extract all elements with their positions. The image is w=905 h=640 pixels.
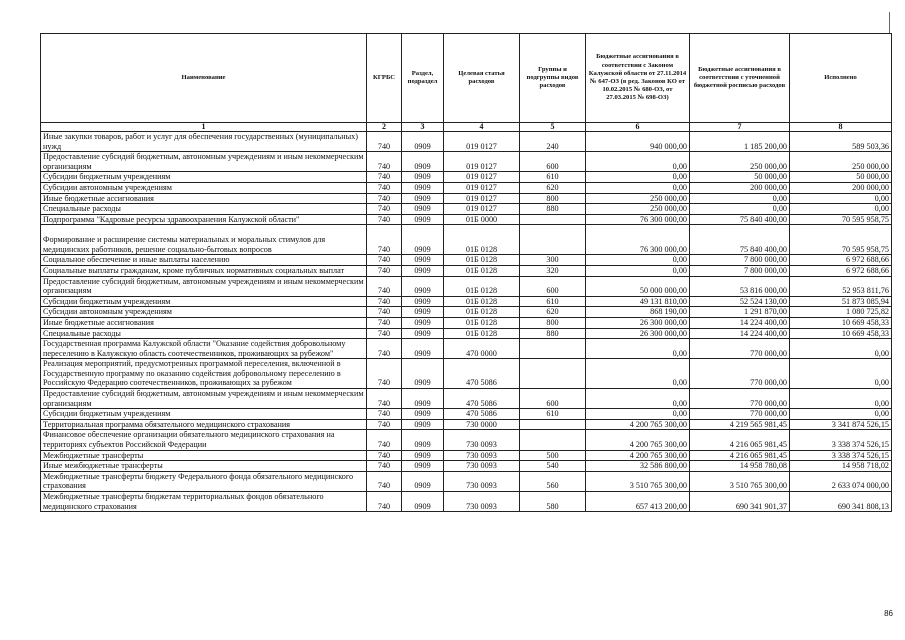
row-refined: 75 840 400,00 [690,214,790,225]
row-csr: 470 5086 [444,389,520,409]
row-done: 0,00 [790,339,892,359]
row-refined: 0,00 [690,204,790,215]
row-law: 868 190,00 [586,307,690,318]
table-row [41,276,892,296]
column-number-row [41,123,892,132]
row-kgrbs: 740 [367,492,402,512]
row-vr: 620 [520,307,586,318]
row-kgrbs: 740 [367,152,402,172]
row-name: Иные закупки товаров, работ и услуг для обеспечения государственных (муниципальных) нужд [41,132,367,152]
row-name: Субсидии бюджетным учреждениям [41,172,367,183]
table-row [41,450,892,461]
row-vr: 800 [520,317,586,328]
row-name: Специальные расходы [41,204,367,215]
row-refined: 52 524 130,00 [690,296,790,307]
row-name: Подпрограмма "Кадровые ресурсы здравоохранения Калужской области" [41,214,367,225]
row-law: 250 000,00 [586,204,690,215]
row-csr: 01Б 0128 [444,255,520,266]
row-razdel: 0909 [402,307,444,318]
row-kgrbs: 740 [367,317,402,328]
column-number: 2 [367,123,402,132]
table-row [41,255,892,266]
row-law: 0,00 [586,409,690,420]
row-razdel: 0909 [402,339,444,359]
header-law: Бюджетные ассигнования в соответствии с Законом Калужской области от 27.11.2014 № 647-ОЗ (в ред. Законов КО от 10.02.2015 № 680-ОЗ, от 27.03.2015 № 698-ОЗ) [586,34,690,123]
row-kgrbs: 740 [367,359,402,389]
row-refined: 770 000,00 [690,389,790,409]
row-name: Финансовое обеспечение организации обязательного медицинского страхования на территориях субъектов Российской Федерации [41,430,367,450]
row-csr: 01Б 0128 [444,307,520,318]
row-refined: 7 800 000,00 [690,265,790,276]
table-row [41,182,892,193]
row-kgrbs: 740 [367,307,402,318]
row-refined: 3 510 765 300,00 [690,471,790,491]
table-row [41,152,892,172]
row-vr: 600 [520,152,586,172]
row-vr: 560 [520,471,586,491]
table-row [41,132,892,152]
table-row [41,461,892,472]
row-csr: 730 0093 [444,471,520,491]
row-law: 0,00 [586,255,690,266]
row-done: 690 341 808,13 [790,492,892,512]
row-refined: 4 216 065 981,45 [690,450,790,461]
table-row [41,317,892,328]
row-refined: 0,00 [690,193,790,204]
row-vr [520,339,586,359]
table-row [41,307,892,318]
row-refined: 200 000,00 [690,182,790,193]
row-refined: 770 000,00 [690,359,790,389]
row-vr: 610 [520,296,586,307]
row-done: 250 000,00 [790,152,892,172]
row-refined: 7 800 000,00 [690,255,790,266]
column-number: 6 [586,123,690,132]
header-kgrbs: КГРБС [367,34,402,123]
row-csr: 01Б 0128 [444,317,520,328]
row-law: 657 413 200,00 [586,492,690,512]
row-razdel: 0909 [402,152,444,172]
row-law: 0,00 [586,172,690,183]
row-vr [520,359,586,389]
header-razdel: Раздел, подраздел [402,34,444,123]
row-kgrbs: 740 [367,276,402,296]
row-refined: 250 000,00 [690,152,790,172]
row-kgrbs: 740 [367,471,402,491]
row-name: Межбюджетные трансферты [41,450,367,461]
table-row [41,359,892,389]
row-law: 26 300 000,00 [586,328,690,339]
row-done: 6 972 688,66 [790,255,892,266]
row-done: 10 669 458,33 [790,328,892,339]
row-kgrbs: 740 [367,193,402,204]
row-done: 14 958 718,02 [790,461,892,472]
table-row [41,214,892,225]
row-law: 0,00 [586,389,690,409]
table-row [41,225,892,255]
row-kgrbs: 740 [367,255,402,266]
row-law: 76 300 000,00 [586,214,690,225]
table-row [41,265,892,276]
row-refined: 14 224 400,00 [690,317,790,328]
row-law: 940 000,00 [586,132,690,152]
table-row [41,419,892,430]
row-csr: 019 0127 [444,152,520,172]
row-razdel: 0909 [402,276,444,296]
table-row [41,492,892,512]
row-refined: 690 341 901,37 [690,492,790,512]
row-csr: 019 0127 [444,193,520,204]
row-law: 4 200 765 300,00 [586,450,690,461]
row-kgrbs: 740 [367,450,402,461]
row-csr: 470 5086 [444,359,520,389]
row-law: 0,00 [586,339,690,359]
row-csr: 019 0127 [444,204,520,215]
row-name: Территориальная программа обязательного медицинского страхования [41,419,367,430]
row-csr: 01Б 0128 [444,328,520,339]
row-kgrbs: 740 [367,339,402,359]
table-row [41,409,892,420]
margin-tick [889,12,890,34]
header-name: Наименование [41,34,367,123]
row-vr: 600 [520,389,586,409]
row-vr: 800 [520,193,586,204]
row-kgrbs: 740 [367,204,402,215]
row-name: Предоставление субсидий бюджетным, автономным учреждениям и иным некоммерческим организациям [41,276,367,296]
row-done: 3 341 874 526,15 [790,419,892,430]
row-refined: 1 291 870,00 [690,307,790,318]
column-number: 5 [520,123,586,132]
row-csr: 730 0093 [444,450,520,461]
row-done: 6 972 688,66 [790,265,892,276]
row-vr: 500 [520,450,586,461]
row-refined: 14 224 400,00 [690,328,790,339]
row-razdel: 0909 [402,265,444,276]
table-row [41,339,892,359]
row-law: 0,00 [586,359,690,389]
row-refined: 75 840 400,00 [690,225,790,255]
column-number: 3 [402,123,444,132]
row-vr [520,419,586,430]
row-name: Субсидии бюджетным учреждениям [41,296,367,307]
table-row [41,328,892,339]
row-vr: 880 [520,328,586,339]
row-razdel: 0909 [402,214,444,225]
row-name: Предоставление субсидий бюджетным, автономным учреждениям и иным некоммерческим организациям [41,389,367,409]
row-csr: 730 0093 [444,461,520,472]
row-kgrbs: 740 [367,409,402,420]
table-body [41,132,892,512]
row-kgrbs: 740 [367,182,402,193]
row-vr: 600 [520,276,586,296]
row-law: 4 200 765 300,00 [586,430,690,450]
row-done: 50 000,00 [790,172,892,183]
row-done: 0,00 [790,389,892,409]
row-name: Формирование и расширение системы материальных и моральных стимулов для медицинских работников, решение социально-бытовых вопросов [41,225,367,255]
table-row [41,193,892,204]
header-refined: Бюджетные ассигнования в соответствии с уточненной бюджетной росписью расходов [690,34,790,123]
row-law: 50 000 000,00 [586,276,690,296]
row-name: Субсидии автономным учреждениям [41,182,367,193]
row-kgrbs: 740 [367,225,402,255]
row-csr: 01Б 0000 [444,214,520,225]
row-vr [520,225,586,255]
table-row [41,296,892,307]
table-row [41,172,892,183]
row-name: Субсидии автономным учреждениям [41,307,367,318]
row-csr: 730 0093 [444,492,520,512]
row-csr: 019 0127 [444,172,520,183]
row-name: Социальное обеспечение и иные выплаты населению [41,255,367,266]
row-refined: 770 000,00 [690,409,790,420]
row-name: Государственная программа Калужской области "Оказание содействия добровольному переселению в Калужскую область соотечественников, проживающих за рубежом" [41,339,367,359]
column-number: 7 [690,123,790,132]
row-done: 0,00 [790,409,892,420]
row-law: 3 510 765 300,00 [586,471,690,491]
row-kgrbs: 740 [367,265,402,276]
row-razdel: 0909 [402,328,444,339]
row-done: 70 595 958,75 [790,225,892,255]
row-law: 0,00 [586,182,690,193]
row-kgrbs: 740 [367,419,402,430]
header-vr: Группы и подгруппы видов расходов [520,34,586,123]
row-law: 250 000,00 [586,193,690,204]
row-kgrbs: 740 [367,328,402,339]
row-razdel: 0909 [402,461,444,472]
row-csr: 019 0127 [444,182,520,193]
row-vr: 620 [520,182,586,193]
row-law: 49 131 810,00 [586,296,690,307]
row-vr [520,214,586,225]
row-razdel: 0909 [402,430,444,450]
row-vr: 610 [520,409,586,420]
row-name: Социальные выплаты гражданам, кроме публичных нормативных социальных выплат [41,265,367,276]
row-law: 76 300 000,00 [586,225,690,255]
row-name: Иные межбюджетные трансферты [41,461,367,472]
row-done: 200 000,00 [790,182,892,193]
row-kgrbs: 740 [367,430,402,450]
row-kgrbs: 740 [367,461,402,472]
row-vr [520,430,586,450]
row-kgrbs: 740 [367,172,402,183]
row-razdel: 0909 [402,409,444,420]
column-number: 4 [444,123,520,132]
row-name: Специальные расходы [41,328,367,339]
row-csr: 470 5086 [444,409,520,420]
row-razdel: 0909 [402,450,444,461]
row-done: 3 338 374 526,15 [790,430,892,450]
row-razdel: 0909 [402,419,444,430]
header-done: Исполнено [790,34,892,123]
row-vr: 320 [520,265,586,276]
row-law: 32 586 800,00 [586,461,690,472]
row-refined: 53 816 000,00 [690,276,790,296]
row-kgrbs: 740 [367,132,402,152]
row-kgrbs: 740 [367,296,402,307]
row-name: Предоставление субсидий бюджетным, автономным учреждениям и иным некоммерческим организациям [41,152,367,172]
row-refined: 770 000,00 [690,339,790,359]
row-vr: 580 [520,492,586,512]
header-csr: Целевая статья расходов [444,34,520,123]
row-razdel: 0909 [402,193,444,204]
header-row [41,34,892,123]
row-csr: 01Б 0128 [444,276,520,296]
row-razdel: 0909 [402,182,444,193]
page-number: 86 [884,609,893,618]
row-done: 52 953 811,76 [790,276,892,296]
row-name: Межбюджетные трансферты бюджетам территориальных фондов обязательного медицинского страхования [41,492,367,512]
row-name: Реализация мероприятий, предусмотренных программой переселения, включенной в Государственную программу по оказанию содействия добровольному переселению в Российскую Федерацию соотечественников, проживающих за рубежом [41,359,367,389]
row-law: 0,00 [586,152,690,172]
row-vr: 300 [520,255,586,266]
row-refined: 14 958 780,08 [690,461,790,472]
row-vr: 880 [520,204,586,215]
row-name: Субсидии бюджетным учреждениям [41,409,367,420]
row-done: 70 595 958,75 [790,214,892,225]
row-razdel: 0909 [402,225,444,255]
row-done: 51 873 085,94 [790,296,892,307]
row-refined: 1 185 200,00 [690,132,790,152]
row-done: 0,00 [790,204,892,215]
table-row [41,430,892,450]
table-row [41,204,892,215]
row-razdel: 0909 [402,296,444,307]
row-razdel: 0909 [402,317,444,328]
row-law: 26 300 000,00 [586,317,690,328]
row-name: Иные бюджетные ассигнования [41,193,367,204]
row-done: 10 669 458,33 [790,317,892,328]
row-done: 0,00 [790,359,892,389]
row-law: 4 200 765 300,00 [586,419,690,430]
row-razdel: 0909 [402,471,444,491]
row-done: 589 503,36 [790,132,892,152]
row-vr: 540 [520,461,586,472]
row-razdel: 0909 [402,204,444,215]
row-razdel: 0909 [402,172,444,183]
row-done: 1 080 725,82 [790,307,892,318]
row-razdel: 0909 [402,359,444,389]
row-csr: 01Б 0128 [444,296,520,307]
column-number: 1 [41,123,367,132]
row-kgrbs: 740 [367,214,402,225]
table-row [41,471,892,491]
row-law: 0,00 [586,265,690,276]
row-csr: 730 0000 [444,419,520,430]
row-done: 3 338 374 526,15 [790,450,892,461]
table-row [41,389,892,409]
row-refined: 4 216 065 981,45 [690,430,790,450]
row-razdel: 0909 [402,255,444,266]
row-kgrbs: 740 [367,389,402,409]
row-csr: 019 0127 [444,132,520,152]
row-csr: 730 0093 [444,430,520,450]
row-razdel: 0909 [402,132,444,152]
row-csr: 470 0000 [444,339,520,359]
row-name: Межбюджетные трансферты бюджету Федерального фонда обязательного медицинского страхования [41,471,367,491]
row-csr: 01Б 0128 [444,265,520,276]
row-done: 2 633 074 000,00 [790,471,892,491]
row-done: 0,00 [790,193,892,204]
row-vr: 610 [520,172,586,183]
row-refined: 50 000,00 [690,172,790,183]
column-number: 8 [790,123,892,132]
row-vr: 240 [520,132,586,152]
row-refined: 4 219 565 981,45 [690,419,790,430]
row-razdel: 0909 [402,492,444,512]
row-csr: 01Б 0128 [444,225,520,255]
row-name: Иные бюджетные ассигнования [41,317,367,328]
budget-table [40,33,892,512]
row-razdel: 0909 [402,389,444,409]
